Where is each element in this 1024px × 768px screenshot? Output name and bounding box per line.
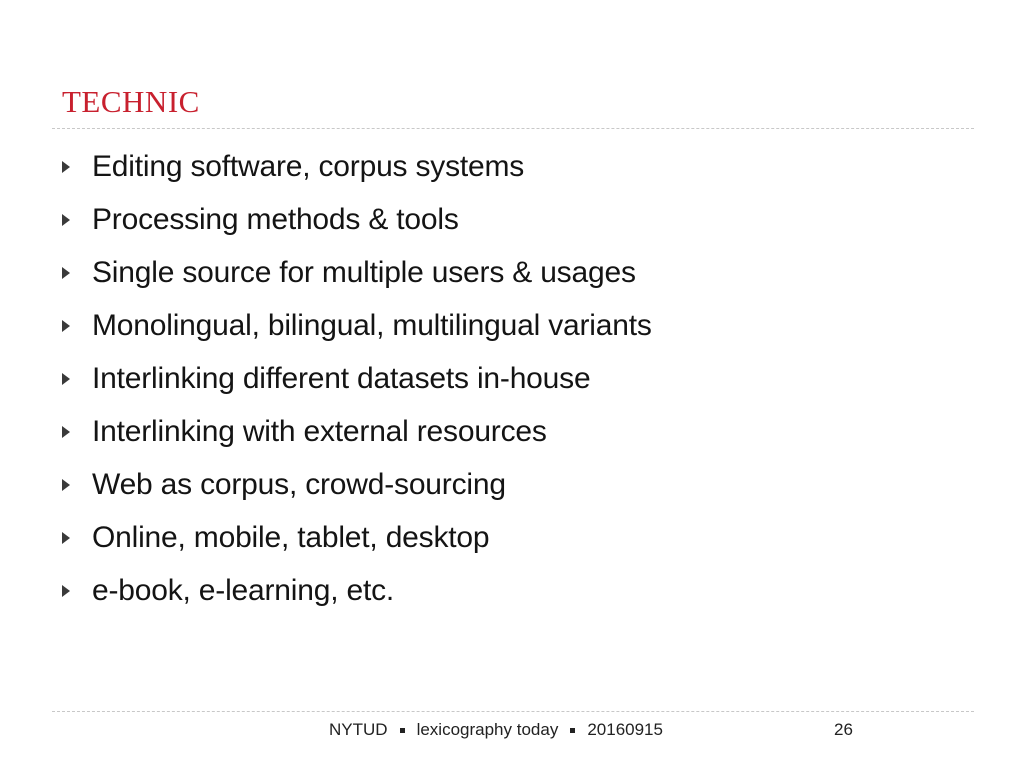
bullet-text: Single source for multiple users & usages: [92, 255, 636, 289]
triangle-right-icon: [62, 320, 70, 332]
bullet-item: [62, 140, 652, 193]
triangle-right-icon: [62, 479, 70, 491]
bullet-text: Editing software, corpus systems: [92, 149, 525, 183]
triangle-right-icon: [62, 161, 70, 173]
bullet-text: Online, mobile, tablet, desktop: [92, 520, 490, 554]
triangle-right-icon: [62, 585, 70, 597]
title-divider: [52, 128, 974, 129]
square-separator-icon: [570, 728, 575, 733]
page-number: 26: [834, 720, 853, 739]
bullet-item: [62, 458, 652, 511]
bullet-item: [62, 405, 652, 458]
slide-title: TECHNIC: [62, 84, 200, 119]
footer-divider: [52, 711, 974, 712]
footer-org: NYTUD: [329, 720, 388, 739]
bullet-text: e-book, e-learning, etc.: [92, 573, 395, 607]
bullet-text: Monolingual, bilingual, multilingual variants: [92, 308, 652, 342]
footer-topic: lexicography today: [416, 720, 559, 739]
bullet-item: [62, 193, 652, 246]
bullet-text: Web as corpus, crowd-sourcing: [92, 467, 506, 501]
triangle-right-icon: [62, 214, 70, 226]
bullet-text: Interlinking with external resources: [92, 414, 547, 448]
bullet-list: [62, 140, 652, 617]
triangle-right-icon: [62, 267, 70, 279]
footer-date: 20160915: [587, 720, 663, 739]
bullet-item: [62, 246, 652, 299]
triangle-right-icon: [62, 532, 70, 544]
footer-info: [329, 718, 663, 742]
footer: [0, 718, 1024, 742]
square-separator-icon: [400, 728, 405, 733]
bullet-item: [62, 299, 652, 352]
bullet-item: [62, 564, 652, 617]
bullet-text: Processing methods & tools: [92, 202, 459, 236]
triangle-right-icon: [62, 373, 70, 385]
bullet-text: Interlinking different datasets in-house: [92, 361, 591, 395]
bullet-item: [62, 352, 652, 405]
bullet-item: [62, 511, 652, 564]
triangle-right-icon: [62, 426, 70, 438]
